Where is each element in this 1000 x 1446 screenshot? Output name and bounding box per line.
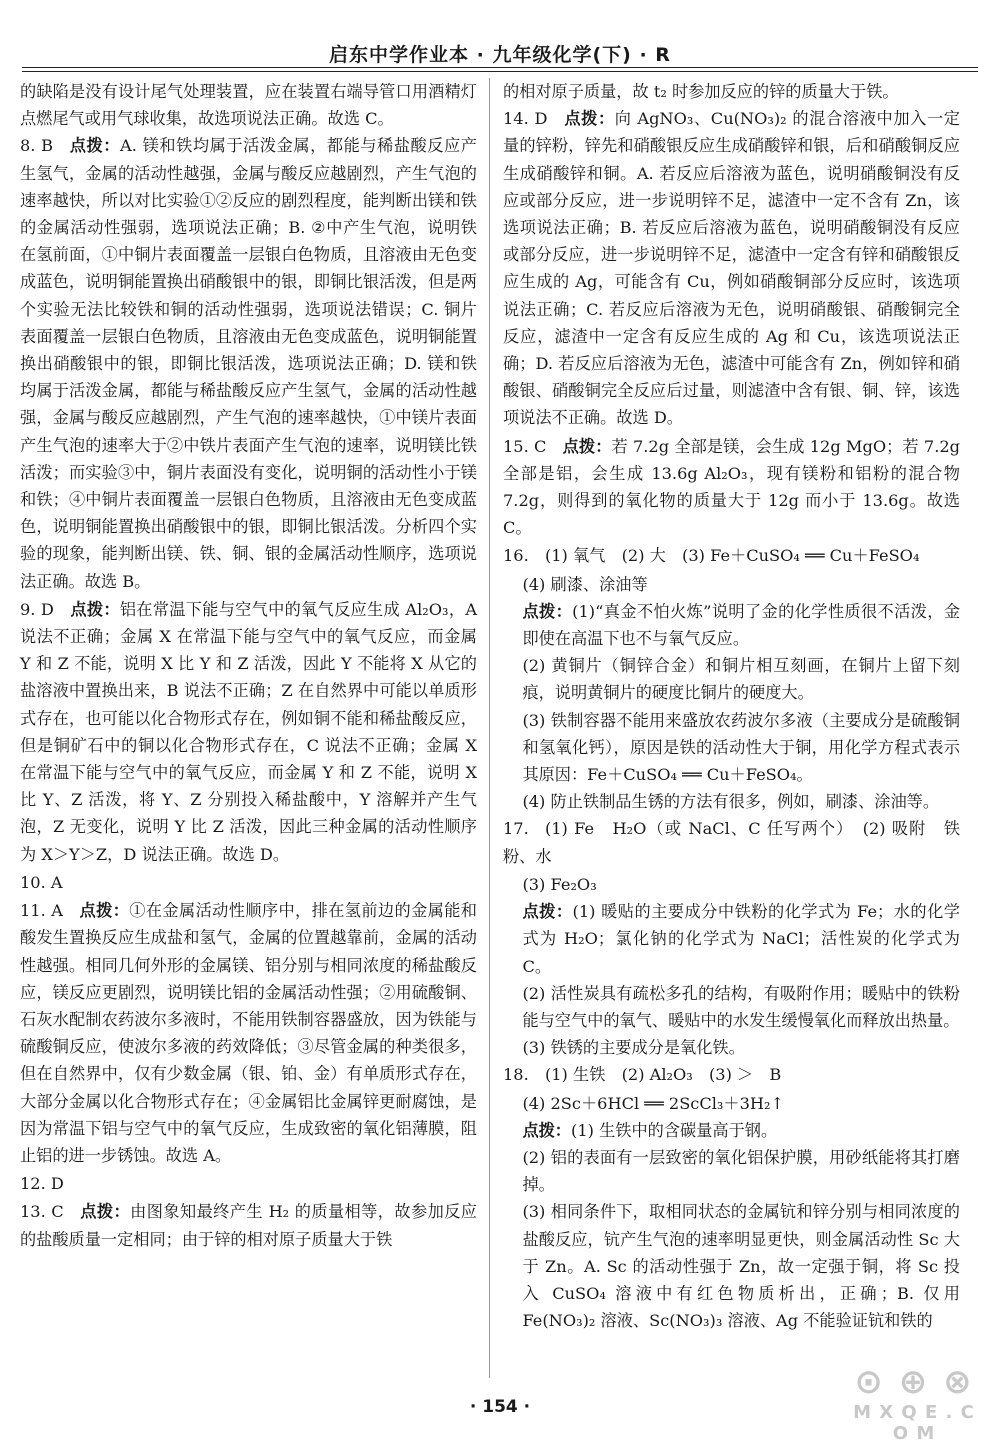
- answer-subline: [503, 652, 960, 706]
- answer-text: (4) 防止铁制品生锈的方法有很多，例如，刷漆、涂油等。: [522, 792, 940, 812]
- answer-number: 8. B: [20, 136, 54, 156]
- answer-text: (1) Fe H₂O（或 NaCl、C 任写两个） (2) 吸附 铁粉、水: [503, 819, 960, 866]
- answer-text: 的相对原子质量，故 t₂ 时参加反应的锌的质量大于铁。: [503, 82, 899, 101]
- answer-text: (3) Fe₂O₃: [522, 874, 597, 894]
- answer-item: [20, 1170, 477, 1197]
- answer-text: (1)“真金不怕火炼”说明了金的化学性质很不活泼，金即使在高温下也不与氧气反应。: [522, 601, 961, 649]
- answer-text: A. 镁和铁均属于活泼金属，都能与稀盐酸反应产生氢气，金属的活动性越强，金属与酸反应越剧烈，产生气泡的速率越快，所以对比实验①②反应的剧烈程度，能判断出镁和铁的金属活动性强弱，选项说法正确；B. ②中产生气泡，说明铁在氢前面，①中铜片表面覆盖一层银白色物质，且溶液由无色变成蓝色，说明铜能置换出硝酸银中的银，即铜比银活泼，但是两个实验无法比较铁和铜的活动性强弱，选项说法错误；C. 铜片表面覆盖一层银白色物质，且溶液由无色变成蓝色，说明铜能置换出硝酸银中的银，即铜比银活泼，选项说法正确；D. 镁和铁均属于活泼金属，都能与稀盐酸反应产生氢气，金属的活动性越强，金属与酸反应越剧烈，产生气泡的速率越快，①中镁片表面产生气泡的速率大于②中铁片表面产生气泡的速率，说明镁比铁活泼；而实验③中，铜片表面没有变化，说明铜的活动性小于镁和铁；④中铜片表面覆盖一层银白色物质，且溶液由无色变成蓝色，说明铜能置换出硝酸银中的银，即铜比银活泼。分析四个实验的现象，能判断出镁、铁、铜、银的金属活动性顺序，选项说法正确。故选 B。: [20, 136, 477, 591]
- answer-text: (2) 铝的表面有一层致密的氧化铝保护膜，用砂纸能将其打磨掉。: [522, 1147, 960, 1195]
- hint-paragraph: [503, 1117, 960, 1144]
- answer-text: (1) 暖贴的主要成分中铁粉的化学式为 Fe；水的化学式为 H₂O；氯化钠的化学式为 NaCl；活性炭的化学式为 C。: [522, 902, 960, 976]
- answer-text: (4) 2Sc＋6HCl ══ 2ScCl₃＋3H₂↑: [522, 1093, 785, 1113]
- answer-number: 10. A: [20, 872, 63, 892]
- answer-subline: [503, 707, 960, 789]
- answer-item: [503, 815, 960, 869]
- answer-subline: [503, 1144, 960, 1198]
- right-column: [503, 78, 960, 1334]
- answer-item: [20, 132, 477, 594]
- answer-number: 12. D: [20, 1174, 64, 1194]
- hint-label: 点拨：: [70, 599, 120, 619]
- answer-subline: [503, 1090, 960, 1117]
- answer-subline: [503, 871, 960, 898]
- answer-text: 铝在常温下能与空气中的氧气反应生成 Al₂O₃，A 说法不正确；金属 X 在常温下能与空气中的氧气反应，而金属 Y 和 Z 不能，说明 X 比 Y 和 Z 活泼，因此 Y 不能将 X 从它的盐溶液中置换出来，B 说法不正确；Z 在自然界中可能以单质形式存在，也可能以化合物形式存在，例如铜不能和稀盐酸反应，但是铜矿石中的铜以化合物形式存在，C 说法不正确；金属 X 在常温下能与空气中的氧气反应，而金属 Y 和 Z 不能，说明 X 比 Y、Z 活泼，将 Y、Z 分别投入稀盐酸中，Y 溶解并产生气泡，Z 无变化，说明 Y 比 Z 活泼，因此三种金属的活动性顺序为 X＞Y＞Z，D 说法正确。故选 D。: [20, 599, 478, 864]
- answer-text: 向 AgNO₃、Cu(NO₃)₂ 的混合溶液中加入一定量的锌粉，锌先和硝酸银反应生成硝酸锌和银，后和硝酸铜反应生成硝酸锌和铜。A. 若反应后溶液为蓝色，说明硝酸铜没有反应或部分反应，进一步说明锌不足，滤渣中一定不含有 Zn，该选项说法正确；B. 若反应后溶液为蓝色，说明硝酸铜没有反应或部分反应，进一步说明锌不足，滤渣中一定含有锌和硝酸银反应生成的 Ag，可能含有 Cu，例如硝酸铜部分反应时，该选项说法正确；C. 若反应后溶液为无色，说明硝酸银、硝酸铜完全反应，滤渣中一定含有反应生成的 Ag 和 Cu，该选项说法正确；D. 若反应后溶液为无色，滤渣中可能含有 Zn，例如锌和硝酸银、硝酸铜完全反应后过量，则滤渣中含有银、铜、锌，该选项说法不正确。故选 D。: [503, 109, 960, 428]
- column-divider: [489, 78, 490, 1378]
- answer-text: (1) 生铁中的含碳量高于钢。: [571, 1120, 778, 1140]
- header-rule-thin: [22, 71, 978, 72]
- answer-text: (1) 氧气 (2) 大 (3) Fe＋CuSO₄ ══ Cu＋FeSO₄: [544, 546, 920, 566]
- answer-text: (3) 铁制容器不能用来盛放农药波尔多液（主要成分是硫酸铜和氢氧化钙），原因是铁的活动性大于铜，用化学方程式表示其原因：Fe＋CuSO₄ ══ Cu＋FeSO₄。: [522, 710, 960, 785]
- answer-number: 17.: [503, 819, 529, 839]
- answer-text: (1) 生铁 (2) Al₂O₃ (3) ＞ B: [544, 1065, 782, 1085]
- answer-number: 16.: [503, 546, 529, 566]
- answer-text: (2) 活性炭具有疏松多孔的结构，有吸附作用；暖贴中的铁粉能与空气中的氧气、暖贴中的水发生缓慢氧化而释放出热量。: [522, 983, 960, 1030]
- left-column: [20, 78, 477, 1254]
- answer-continuation: [20, 78, 477, 132]
- answer-text: (4) 刷漆、涂油等: [522, 574, 648, 594]
- hint-label: 点拨：: [522, 1120, 571, 1140]
- page-number: · 154 ·: [469, 1397, 531, 1417]
- answer-number: 9. D: [20, 599, 54, 619]
- answer-number: 13. C: [20, 1202, 64, 1222]
- answer-item: [20, 897, 477, 1169]
- answer-item: [20, 596, 477, 868]
- answer-subline: [503, 1198, 960, 1334]
- answer-number: 11. A: [20, 901, 63, 921]
- page-header: 启东中学作业本 · 九年级化学(下) · R: [329, 44, 671, 66]
- answer-text: 由图象知最终产生 H₂ 的质量相等，故参加反应的盐酸质量一定相同；由于锌的相对原子质量大于铁: [20, 1202, 477, 1249]
- answer-number: 14. D: [503, 109, 548, 129]
- answer-item: [503, 433, 960, 542]
- answer-subline: [503, 788, 960, 815]
- answer-text: 若 7.2g 全部是镁，会生成 12g MgO；若 7.2g 全部是铝，会生成 13.6g Al₂O₃，现有镁粉和铝粉的混合物 7.2g，则得到的氧化物的质量大于 12g 而小于 13.6g。故选 C。: [503, 436, 961, 538]
- answer-text: 的缺陷是没有设计尾气处理装置，应在装置右端导管口用酒精灯点燃尾气或用气球收集，故选项说法正确。故选 C。: [20, 82, 477, 129]
- answer-subline: [503, 1034, 960, 1061]
- hint-label: 点拨：: [522, 902, 573, 922]
- answer-subline: [503, 571, 960, 598]
- answer-item: [20, 1198, 477, 1252]
- hint-label: 点拨：: [562, 436, 612, 456]
- answer-text: (3) 相同条件下，取相同状态的金属钪和锌分别与相同浓度的盐酸反应，钪产生气泡的速率明显更快，则金属活动性 Sc 大于 Zn。A. Sc 的活动性强于 Zn，故一定强于铜，将 Sc 投入 CuSO₄ 溶液中有红色物质析出，正确；B. 仅用 Fe(NO₃)₂ 溶液、Sc(NO₃)₃ 溶液、Ag 不能验证钪和铁的: [522, 1202, 960, 1331]
- hint-label: 点拨：: [563, 109, 615, 129]
- answer-text: (2) 黄铜片（铜锌合金）和铜片相互刻画，在铜片上留下刻痕，说明黄铜片的硬度比铜片的硬度大。: [522, 656, 960, 703]
- hint-label: 点拨：: [522, 601, 573, 621]
- answer-number: 18.: [503, 1065, 529, 1085]
- answer-item: [503, 105, 960, 431]
- answer-item: [503, 542, 960, 569]
- hint-label: 点拨：: [69, 136, 121, 156]
- answer-number: 15. C: [503, 436, 547, 456]
- answer-item: [503, 1061, 960, 1088]
- hint-label: 点拨：: [79, 1202, 131, 1222]
- watermark-logo: ⊙ ⊕ ⊗ M X Q E . C O M: [853, 1362, 975, 1444]
- answer-text: ①在金属活动性顺序中，排在氢前边的金属能和酸发生置换反应生成盐和氢气，金属的位置越靠前，金属的活动性越强。相同几何外形的金属镁、铝分别与相同浓度的稀盐酸反应，镁反应更剧烈，说明镁比铝的金属活动性强；②用硫酸铜、石灰水配制农药波尔多液时，不能用铁制容器盛放，因为铁能与硫酸铜反应，使波尔多液的药效降低；③尽管金属的种类很多，但在自然界中，仅有少数金属（银、铂、金）有单质形式存在，大部分金属以化合物形式存在；④金属铝比金属锌更耐腐蚀，是因为常温下铝与空气中的氧气反应，生成致密的氧化铝薄膜，阻止铝的进一步锈蚀。故选 A。: [20, 901, 477, 1165]
- answer-text: (3) 铁锈的主要成分是氧化铁。: [522, 1038, 745, 1058]
- hint-paragraph: [503, 598, 960, 652]
- hint-paragraph: [503, 898, 960, 980]
- answer-continuation: [503, 78, 960, 105]
- header-rule: [22, 67, 978, 68]
- answer-item: [20, 869, 477, 896]
- answer-subline: [503, 980, 960, 1034]
- hint-label: 点拨：: [79, 901, 130, 921]
